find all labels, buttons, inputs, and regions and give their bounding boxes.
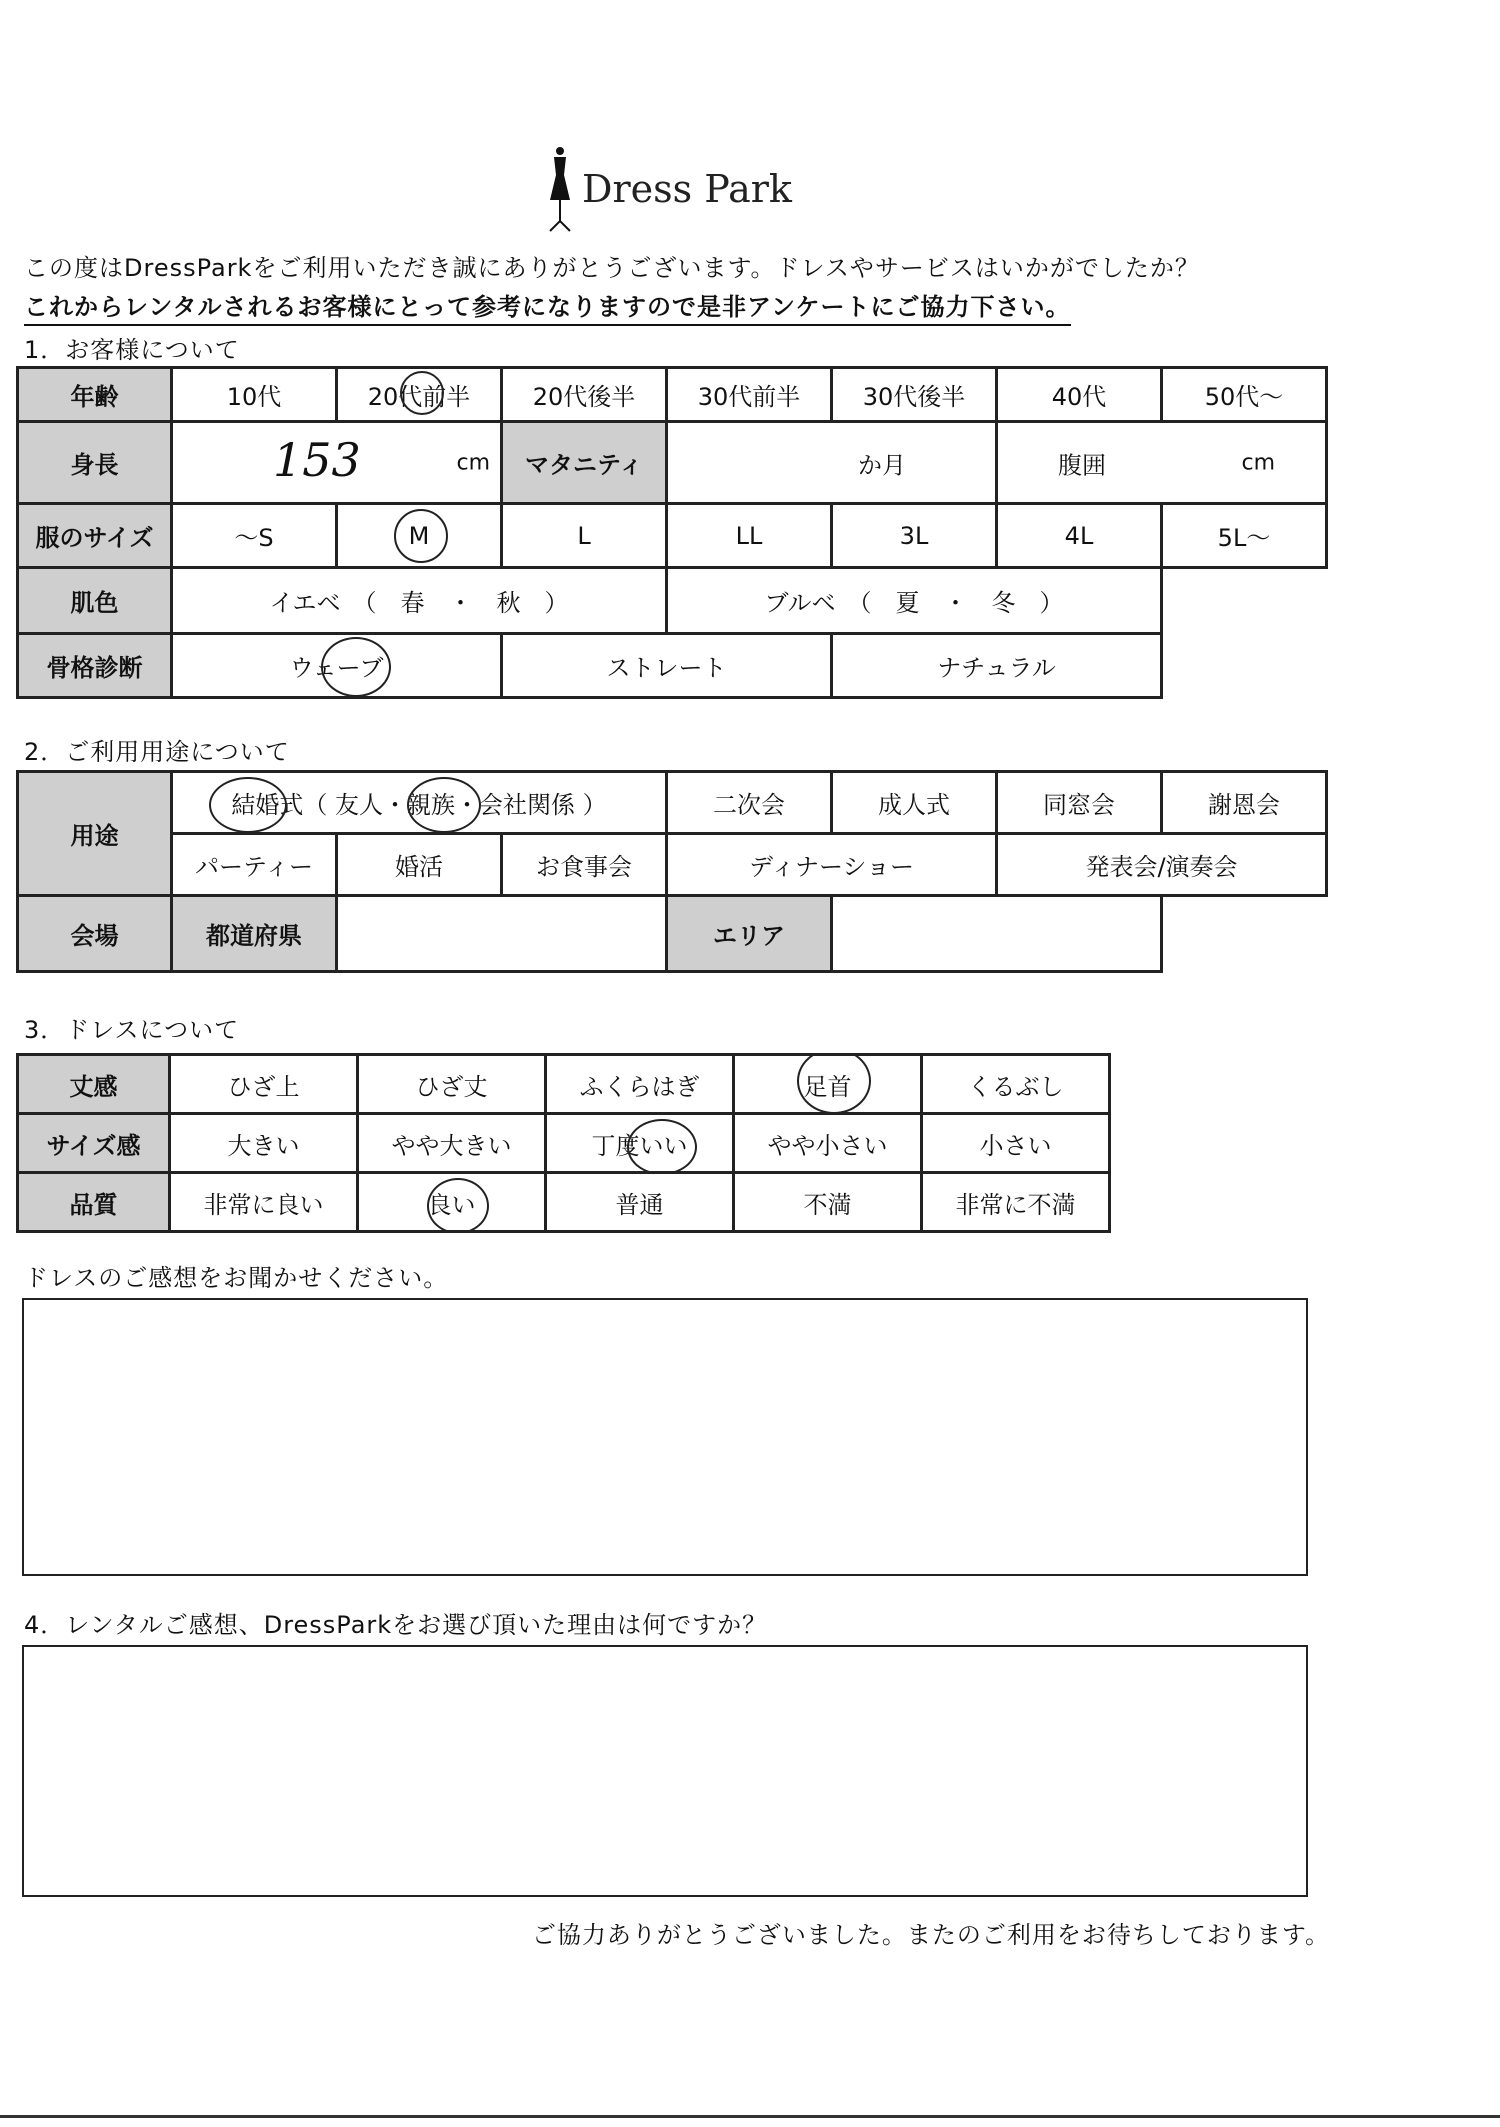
purpose-option[interactable]: ディナーショー — [667, 834, 997, 896]
length-option[interactable]: ひざ上 — [170, 1055, 358, 1114]
selection-circle — [627, 1119, 697, 1173]
purpose-option[interactable]: お食事会 — [502, 834, 667, 896]
length-option[interactable]: ひざ丈 — [358, 1055, 546, 1114]
fit-option[interactable]: 小さい — [922, 1114, 1110, 1173]
length-option-text: 足首 — [803, 1072, 852, 1101]
skin-row — [18, 568, 1327, 634]
prefecture-field[interactable] — [337, 896, 667, 972]
age-option[interactable]: 30代前半 — [667, 368, 832, 422]
selection-circle — [321, 637, 391, 697]
size-option[interactable]: 3L — [832, 504, 997, 568]
area-field[interactable] — [832, 896, 1162, 972]
section2-title: 2．ご利用用途について — [24, 738, 290, 766]
purpose-option[interactable]: 二次会 — [667, 772, 832, 834]
age-option[interactable]: 40代 — [997, 368, 1162, 422]
skeleton-row — [18, 634, 1327, 698]
skeleton-option-selected[interactable] — [172, 634, 502, 698]
skeleton-option-text: ウェーブ — [289, 654, 384, 682]
area-label: エリア — [667, 896, 832, 972]
wedding-option[interactable] — [172, 772, 667, 834]
length-option-selected[interactable] — [734, 1055, 922, 1114]
selection-circle — [407, 777, 481, 833]
size-option-selected[interactable] — [337, 504, 502, 568]
fit-option-selected[interactable] — [546, 1114, 734, 1173]
length-option[interactable]: くるぶし — [922, 1055, 1110, 1114]
age-option[interactable]: 30代後半 — [832, 368, 997, 422]
size-option[interactable]: 4L — [997, 504, 1162, 568]
age-option[interactable]: 50代～ — [1162, 368, 1327, 422]
height-field[interactable] — [172, 422, 502, 504]
fit-option[interactable]: やや小さい — [734, 1114, 922, 1173]
age-option[interactable]: 20代後半 — [502, 368, 667, 422]
wedding-option-text: 結婚式（ 友人・親族・会社関係 ） — [231, 791, 607, 819]
age-option[interactable]: 10代 — [172, 368, 337, 422]
size-option[interactable]: 5L～ — [1162, 504, 1327, 568]
purpose-option[interactable]: 謝恩会 — [1162, 772, 1327, 834]
closing-message: ご協力ありがとうございました。またのご利用をお待ちしております。 — [531, 1921, 1330, 1949]
fit-option[interactable]: やや大きい — [358, 1114, 546, 1173]
quality-option-selected[interactable] — [358, 1173, 546, 1232]
selection-circle — [209, 777, 287, 833]
section4-title: 4．レンタルご感想、DressParkをお選び頂いた理由は何ですか？ — [24, 1611, 768, 1639]
section3-title: 3．ドレスについて — [24, 1016, 240, 1044]
age-option-selected[interactable] — [337, 368, 502, 422]
size-option[interactable]: LL — [667, 504, 832, 568]
fit-row — [18, 1114, 1110, 1173]
months-unit: か月 — [858, 451, 906, 479]
waist-field[interactable] — [997, 422, 1327, 504]
skeleton-option[interactable]: ストレート — [502, 634, 832, 698]
maternity-months-field[interactable] — [667, 422, 997, 504]
dress-form-icon — [540, 145, 580, 235]
purpose-option[interactable]: パーティー — [172, 834, 337, 896]
selection-circle — [797, 1055, 871, 1114]
purpose-table — [16, 770, 1328, 973]
height-row — [18, 422, 1327, 504]
size-label: 服のサイズ — [18, 504, 172, 568]
size-row — [18, 504, 1327, 568]
size-option[interactable]: L — [502, 504, 667, 568]
intro-request: これからレンタルされるお客様にとって参考になりますので是非アンケートにご協力下さい。 — [24, 287, 1071, 326]
skin-label: 肌色 — [18, 568, 172, 634]
fit-option-text: 丁度いい — [591, 1131, 688, 1160]
selection-circle — [427, 1178, 489, 1232]
fit-option[interactable]: 大きい — [170, 1114, 358, 1173]
size-option[interactable]: ～S — [172, 504, 337, 568]
rental-comment-box[interactable] — [22, 1645, 1308, 1897]
skeleton-option[interactable]: ナチュラル — [832, 634, 1162, 698]
selection-circle — [400, 371, 444, 415]
waist-unit: cm — [1241, 450, 1275, 475]
height-label: 身長 — [18, 422, 172, 504]
dress-table — [16, 1053, 1111, 1233]
quality-label: 品質 — [18, 1173, 170, 1232]
height-unit: cm — [456, 450, 490, 475]
purpose-option[interactable]: 婚活 — [337, 834, 502, 896]
brand-name: Dress Park — [582, 167, 792, 211]
section1-title: 1．お客様について — [24, 336, 240, 364]
purpose-option[interactable]: 同窓会 — [997, 772, 1162, 834]
quality-option[interactable]: 非常に良い — [170, 1173, 358, 1232]
purpose-option[interactable]: 成人式 — [832, 772, 997, 834]
scan-edge-line — [0, 2115, 1500, 2118]
length-label: 丈感 — [18, 1055, 170, 1114]
quality-option-text: 良い — [427, 1190, 476, 1219]
prefecture-label: 都道府県 — [172, 896, 337, 972]
empty-cell — [1162, 568, 1327, 634]
selection-circle — [394, 509, 448, 563]
purpose-row-1 — [18, 772, 1327, 834]
customer-table — [16, 366, 1328, 699]
empty-cell — [1162, 634, 1327, 698]
quality-option[interactable]: 非常に不満 — [922, 1173, 1110, 1232]
dress-comment-box[interactable] — [22, 1298, 1308, 1576]
quality-row — [18, 1173, 1110, 1232]
venue-label: 会場 — [18, 896, 172, 972]
length-row — [18, 1055, 1110, 1114]
skeleton-label: 骨格診断 — [18, 634, 172, 698]
purpose-label: 用途 — [18, 772, 172, 896]
age-option-text: 20代前半 — [367, 383, 471, 411]
dresspark-logo — [540, 145, 792, 235]
maternity-label: マタニティ — [502, 422, 667, 504]
purpose-option[interactable]: 発表会/演奏会 — [997, 834, 1327, 896]
dress-comment-prompt: ドレスのご感想をお聞かせください。 — [24, 1264, 449, 1292]
skin-yellow-option[interactable]: イエベ （ 春 ・ 秋 ） — [172, 568, 667, 634]
purpose-row-2 — [18, 834, 1327, 896]
intro-text: この度はDressParkをご利用いただき誠にありがとうございます。ドレスやサービスはいかがでしたか？ — [24, 254, 1200, 282]
skin-blue-option[interactable]: ブルベ （ 夏 ・ 冬 ） — [667, 568, 1162, 634]
quality-option[interactable]: 不満 — [734, 1173, 922, 1232]
length-option[interactable]: ふくらはぎ — [546, 1055, 734, 1114]
quality-option[interactable]: 普通 — [546, 1173, 734, 1232]
size-option-text: M — [408, 521, 430, 550]
waist-label: 腹囲 — [1058, 451, 1106, 479]
height-value: 153 — [273, 433, 361, 487]
empty-cell — [1162, 896, 1327, 972]
venue-row — [18, 896, 1327, 972]
age-row — [18, 368, 1327, 422]
fit-label: サイズ感 — [18, 1114, 170, 1173]
age-label: 年齢 — [18, 368, 172, 422]
